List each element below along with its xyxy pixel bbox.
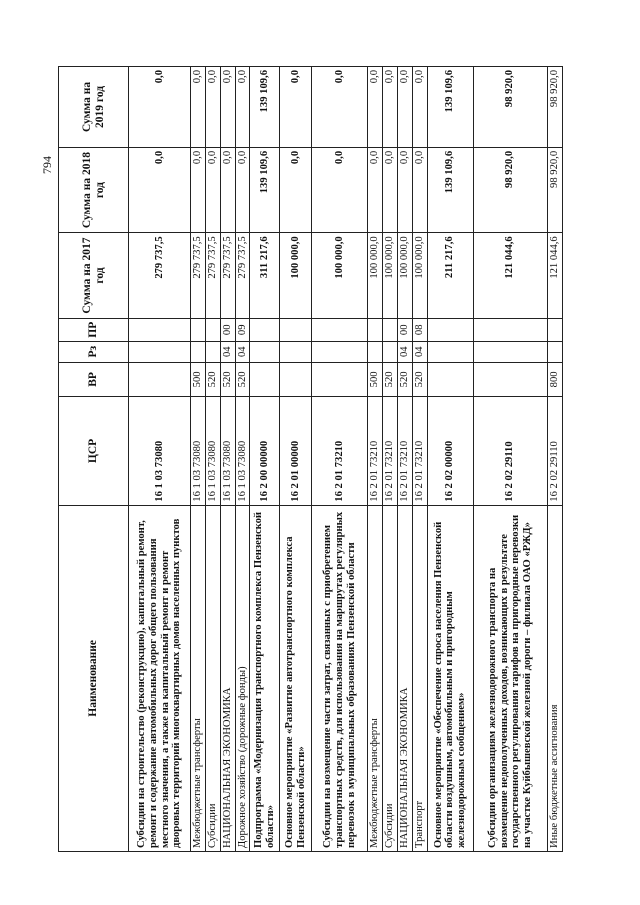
cell-2019: 139 109,6 <box>250 67 280 148</box>
cell-pr <box>205 318 220 341</box>
cell-pr: 00 <box>398 318 413 341</box>
cell-rz <box>312 341 368 362</box>
cell-2019: 0,0 <box>413 67 428 148</box>
cell-vr <box>473 362 547 397</box>
cell-2019: 0,0 <box>312 67 368 148</box>
cell-2018: 0,0 <box>220 147 235 232</box>
cell-rz <box>473 341 547 362</box>
cell-name: Иные бюджетные ассигнования <box>547 505 562 851</box>
header-csr: ЦСР <box>59 397 129 506</box>
cell-2018: 139 109,6 <box>250 147 280 232</box>
cell-rz <box>129 341 191 362</box>
cell-rz <box>205 341 220 362</box>
cell-2017: 311 217,6 <box>250 233 280 318</box>
cell-csr: 16 1 03 73080 <box>191 397 206 506</box>
table-row <box>280 67 312 852</box>
cell-name: НАЦИОНАЛЬНАЯ ЭКОНОМИКА <box>220 505 235 851</box>
cell-vr <box>427 362 473 397</box>
cell-pr <box>427 318 473 341</box>
cell-csr: 16 2 02 29110 <box>547 397 562 506</box>
cell-pr: 09 <box>235 318 250 341</box>
table-row <box>547 67 562 852</box>
cell-2018: 139 109,6 <box>427 147 473 232</box>
table-row <box>312 67 368 852</box>
budget-table <box>58 66 563 852</box>
cell-2018: 0,0 <box>235 147 250 232</box>
cell-2019: 0,0 <box>220 67 235 148</box>
cell-rz: 04 <box>235 341 250 362</box>
cell-2017: 279 737,5 <box>235 233 250 318</box>
cell-name: Субсидии на строительство (реконструкцию), капитальный ремонт, ремонт и содержание автомобильных дорог общего пользования местного значения, а также на капитальный ремонт и ремонт дворовых территорий многоквартирных домов населенных пунктов <box>129 505 191 851</box>
cell-vr: 500 <box>191 362 206 397</box>
cell-2017: 121 044,6 <box>547 233 562 318</box>
cell-name: Дорожное хозяйство (дорожные фонды) <box>235 505 250 851</box>
cell-pr <box>383 318 398 341</box>
table-row <box>129 67 191 852</box>
cell-pr <box>129 318 191 341</box>
cell-2017: 100 000,0 <box>280 233 312 318</box>
header-2018: Сумма на 2018 год <box>59 147 129 232</box>
table-row <box>413 67 428 852</box>
cell-csr: 16 2 01 73210 <box>383 397 398 506</box>
cell-name: Субсидии <box>205 505 220 851</box>
cell-csr: 16 2 01 00000 <box>280 397 312 506</box>
cell-pr <box>473 318 547 341</box>
cell-csr: 16 2 01 73210 <box>413 397 428 506</box>
cell-vr: 500 <box>368 362 383 397</box>
cell-vr <box>280 362 312 397</box>
cell-name: Транспорт <box>413 505 428 851</box>
cell-csr: 16 2 02 29110 <box>473 397 547 506</box>
cell-2019: 139 109,6 <box>427 67 473 148</box>
cell-2017: 100 000,0 <box>413 233 428 318</box>
cell-csr: 16 2 02 00000 <box>427 397 473 506</box>
cell-rz <box>250 341 280 362</box>
cell-name: Межбюджетные трансферты <box>191 505 206 851</box>
cell-2018: 0,0 <box>398 147 413 232</box>
cell-pr <box>368 318 383 341</box>
header-name: Наименование <box>59 505 129 851</box>
cell-2019: 0,0 <box>205 67 220 148</box>
cell-csr: 16 1 03 73080 <box>129 397 191 506</box>
cell-rz <box>368 341 383 362</box>
cell-2017: 100 000,0 <box>312 233 368 318</box>
cell-2019: 0,0 <box>398 67 413 148</box>
cell-2019: 0,0 <box>191 67 206 148</box>
cell-csr: 16 1 03 73080 <box>235 397 250 506</box>
cell-rz: 04 <box>398 341 413 362</box>
cell-pr: 00 <box>220 318 235 341</box>
cell-vr: 520 <box>398 362 413 397</box>
cell-vr <box>129 362 191 397</box>
table-row <box>205 67 220 852</box>
table-row <box>191 67 206 852</box>
cell-2018: 0,0 <box>129 147 191 232</box>
cell-csr: 16 2 01 73210 <box>368 397 383 506</box>
cell-rz: 04 <box>413 341 428 362</box>
cell-name: Подпрограмма «Модернизация транспортного комплекса Пензенской области» <box>250 505 280 851</box>
cell-2019: 0,0 <box>368 67 383 148</box>
cell-rz <box>280 341 312 362</box>
table-row <box>473 67 547 852</box>
cell-vr <box>250 362 280 397</box>
cell-vr: 520 <box>413 362 428 397</box>
cell-rz <box>383 341 398 362</box>
rotated-table-wrap <box>58 66 560 852</box>
cell-vr <box>312 362 368 397</box>
cell-2017: 211 217,6 <box>427 233 473 318</box>
header-vr: ВР <box>59 362 129 397</box>
header-2017: Сумма на 2017 год <box>59 233 129 318</box>
cell-2019: 98 920,0 <box>473 67 547 148</box>
cell-2019: 0,0 <box>235 67 250 148</box>
cell-rz <box>191 341 206 362</box>
cell-vr: 520 <box>235 362 250 397</box>
cell-csr: 16 2 01 73210 <box>312 397 368 506</box>
cell-csr: 16 1 03 73080 <box>205 397 220 506</box>
cell-2018: 98 920,0 <box>547 147 562 232</box>
cell-pr <box>547 318 562 341</box>
cell-vr: 520 <box>205 362 220 397</box>
cell-pr <box>312 318 368 341</box>
cell-2017: 100 000,0 <box>398 233 413 318</box>
cell-2017: 100 000,0 <box>383 233 398 318</box>
cell-vr: 520 <box>383 362 398 397</box>
cell-2018: 0,0 <box>191 147 206 232</box>
table-row <box>250 67 280 852</box>
cell-2017: 279 737,5 <box>191 233 206 318</box>
cell-rz: 04 <box>220 341 235 362</box>
cell-2017: 100 000,0 <box>368 233 383 318</box>
cell-name: Субсидии на возмещение части затрат, связанных с приобретением транспортных средств, для использования на маршрутах регулярных перевозок в муниципальных образованиях Пензенской области <box>312 505 368 851</box>
cell-csr: 16 2 01 73210 <box>398 397 413 506</box>
header-row <box>59 67 129 852</box>
cell-rz <box>547 341 562 362</box>
cell-2019: 0,0 <box>280 67 312 148</box>
cell-name: Субсидии <box>383 505 398 851</box>
cell-2018: 0,0 <box>368 147 383 232</box>
cell-rz <box>427 341 473 362</box>
header-rz: Рз <box>59 341 129 362</box>
header-2019: Сумма на 2019 год <box>59 67 129 148</box>
cell-2017: 279 737,5 <box>220 233 235 318</box>
cell-name: Межбюджетные трансферты <box>368 505 383 851</box>
table-row <box>398 67 413 852</box>
cell-pr <box>280 318 312 341</box>
table-row <box>235 67 250 852</box>
table-row <box>427 67 473 852</box>
table-body <box>129 67 563 852</box>
cell-2017: 121 044,6 <box>473 233 547 318</box>
cell-pr <box>250 318 280 341</box>
cell-csr: 16 2 00 00000 <box>250 397 280 506</box>
cell-2018: 0,0 <box>413 147 428 232</box>
table-row <box>368 67 383 852</box>
cell-2018: 0,0 <box>383 147 398 232</box>
page-number: 794 <box>40 156 54 174</box>
table-row <box>220 67 235 852</box>
table-row <box>383 67 398 852</box>
cell-2019: 0,0 <box>383 67 398 148</box>
cell-pr: 08 <box>413 318 428 341</box>
cell-vr: 520 <box>220 362 235 397</box>
cell-name: Основное мероприятие «Обеспечение спроса населения Пензенской области воздушным, автомобильным и пригородным железнодорожным сообщением» <box>427 505 473 851</box>
cell-2019: 98 920,0 <box>547 67 562 148</box>
cell-2017: 279 737,5 <box>205 233 220 318</box>
header-pr: ПР <box>59 318 129 341</box>
cell-2018: 0,0 <box>205 147 220 232</box>
cell-vr: 800 <box>547 362 562 397</box>
cell-pr <box>191 318 206 341</box>
cell-2018: 0,0 <box>280 147 312 232</box>
cell-csr: 16 1 03 73080 <box>220 397 235 506</box>
cell-name: НАЦИОНАЛЬНАЯ ЭКОНОМИКА <box>398 505 413 851</box>
cell-2019: 0,0 <box>129 67 191 148</box>
cell-2018: 98 920,0 <box>473 147 547 232</box>
cell-2017: 279 737,5 <box>129 233 191 318</box>
cell-name: Субсидии организациям железнодорожного транспорта на возмещение недополученных доходов, возникающих в результате государственного регулирования тарифов на пригородные перевозки на участке Куйбышевской железной дороги – филиала ОАО «РЖД» <box>473 505 547 851</box>
cell-name: Основное мероприятие «Развитие автотранспортного комплекса Пензенской области» <box>280 505 312 851</box>
cell-2018: 0,0 <box>312 147 368 232</box>
